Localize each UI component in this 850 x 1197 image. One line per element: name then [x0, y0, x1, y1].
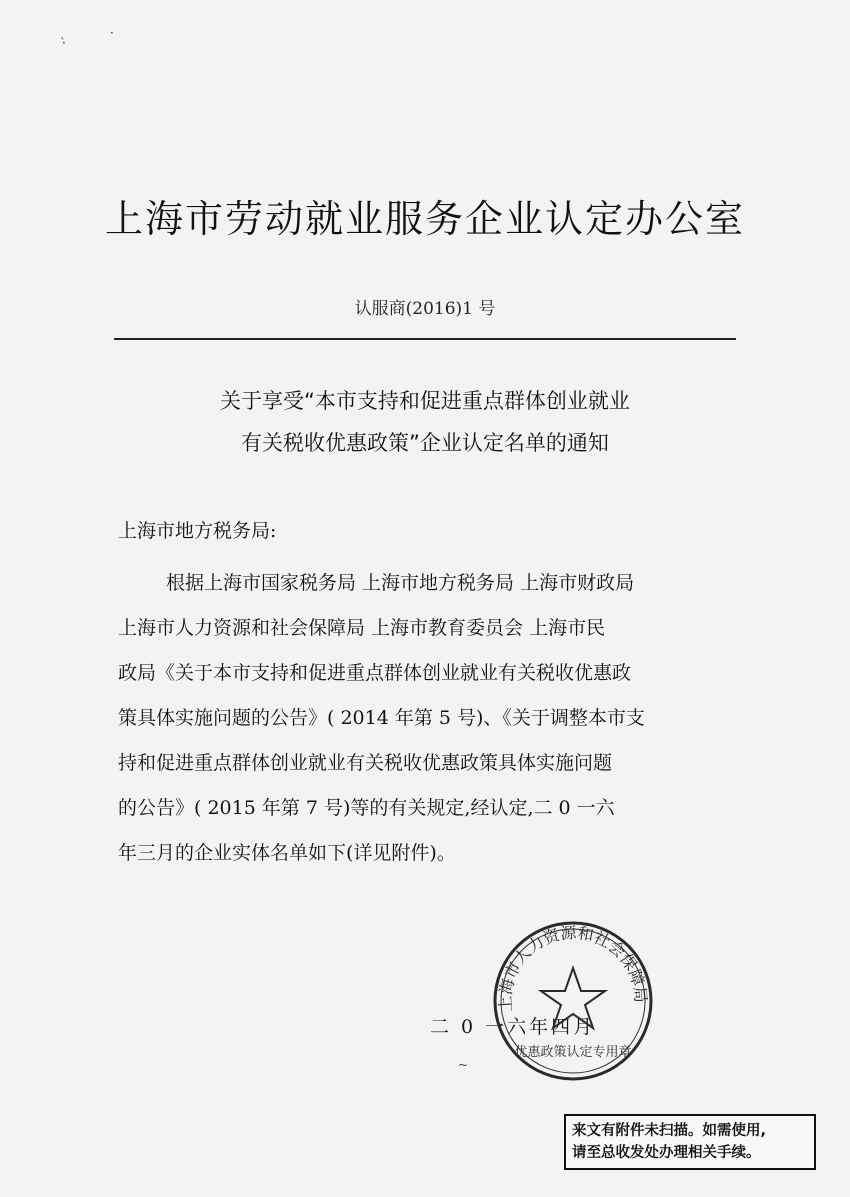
- letter-body: [118, 561, 718, 876]
- body-line: 上海市人力资源和社会保障局 上海市教育委员会 上海市民: [118, 617, 606, 639]
- body-line: 的公告》( 2015 年第 7 号)等的有关规定,经认定,二 0 一六: [118, 797, 615, 819]
- scan-speck: ·̀: [62, 36, 66, 50]
- attachment-notice-stamp: [564, 1114, 816, 1170]
- body-line: 政局《关于本市支持和促进重点群体创业就业有关税收优惠政: [118, 662, 632, 684]
- doc-number: 认服商(2016)1 号: [354, 299, 496, 319]
- body-line: 根据上海市国家税务局 上海市地方税务局 上海市财政局: [166, 572, 635, 594]
- official-seal: [488, 916, 658, 1086]
- header-divider: [114, 338, 736, 340]
- addressee: 上海市地方税务局:: [118, 520, 277, 542]
- subject-line: 关于享受“本市支持和促进重点群体创业就业: [220, 389, 630, 413]
- notice-line: 请至总收发处办理相关手续。: [572, 1145, 761, 1161]
- body-line: 持和促进重点群体创业就业有关税收优惠政策具体实施问题: [118, 752, 613, 774]
- issue-date: 二 0 一六年四月: [430, 1016, 596, 1038]
- document-subject: [0, 380, 850, 464]
- body-line: 年三月的企业实体名单如下(详见附件)。: [118, 842, 456, 864]
- subject-line: 有关税收优惠政策”企业认定名单的通知: [241, 431, 609, 455]
- body-line: 策具体实施问题的公告》( 2014 年第 5 号)、《关于调整本市支: [118, 707, 645, 729]
- seal-inner-text: 优惠政策认定专用章: [514, 1045, 632, 1060]
- star-icon: [541, 968, 605, 1028]
- notice-line: 来文有附件未扫描。如需使用,: [572, 1123, 767, 1139]
- org-title: 上海市劳动就业服务企业认定办公室: [104, 197, 745, 241]
- scan-speck: ·: [110, 26, 114, 40]
- scan-speck: ~: [458, 1058, 469, 1072]
- seal-outer-text: 上海市人力资源和社会保障局: [495, 923, 651, 1013]
